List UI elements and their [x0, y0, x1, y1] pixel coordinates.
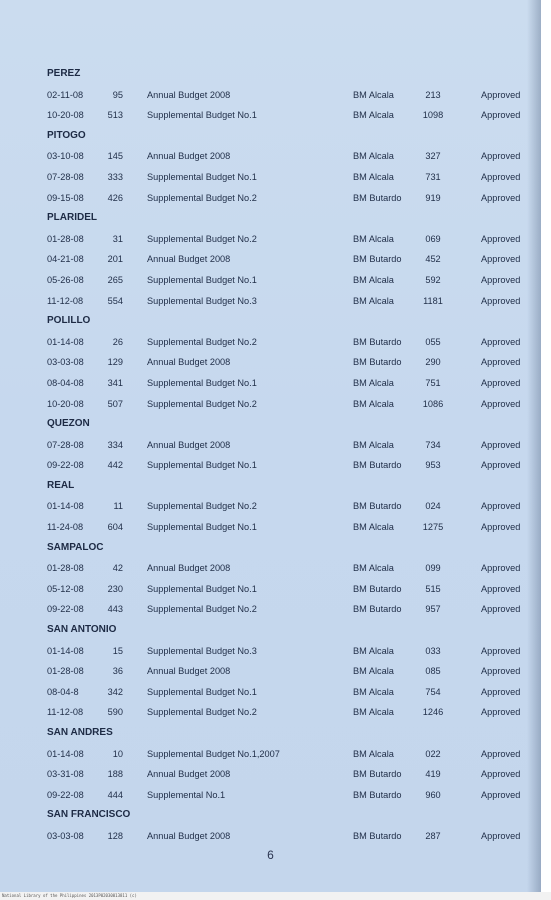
- table-row: [0, 85, 541, 106]
- resolution-list: [0, 64, 541, 847]
- row-code: 327: [425, 151, 441, 162]
- row-status: Approved: [481, 686, 521, 697]
- table-row: [0, 146, 541, 167]
- row-status: Approved: [481, 439, 521, 450]
- table-row: [0, 579, 541, 600]
- row-number: 26: [112, 336, 123, 347]
- row-code: 1246: [422, 707, 444, 718]
- row-date: 08-04-08: [47, 377, 84, 388]
- row-number: 145: [107, 151, 123, 162]
- table-row: [0, 764, 541, 785]
- row-board-member: BM Alcala: [353, 110, 394, 121]
- row-number: 15: [112, 645, 123, 656]
- row-status: Approved: [481, 707, 521, 718]
- table-row: [0, 599, 541, 620]
- row-description: Annual Budget 2008: [147, 151, 231, 162]
- row-description: Annual Budget 2008: [147, 769, 231, 780]
- row-board-member: BM Alcala: [353, 274, 394, 285]
- row-number: 188: [107, 769, 123, 780]
- row-code: 1181: [423, 295, 443, 306]
- row-board-member: BM Alcala: [353, 563, 394, 574]
- row-description: Annual Budget 2008: [147, 563, 231, 574]
- municipality-heading: QUEZON: [47, 418, 90, 430]
- table-row: [0, 744, 541, 765]
- row-code: 1098: [422, 110, 444, 121]
- row-code: 960: [425, 789, 441, 800]
- row-code: 290: [425, 357, 441, 368]
- table-row: [0, 105, 541, 126]
- row-number: 507: [107, 398, 123, 409]
- row-date: 10-20-08: [47, 110, 84, 121]
- row-status: Approved: [481, 171, 521, 182]
- row-status: Approved: [481, 336, 521, 347]
- row-status: Approved: [481, 398, 521, 409]
- municipality-heading: SAMPALOC: [47, 541, 104, 553]
- row-description: Supplemental Budget No.2: [147, 398, 257, 409]
- row-date: 01-14-08: [47, 336, 84, 347]
- row-board-member: BM Alcala: [353, 748, 394, 759]
- row-description: Supplemental Budget No.1: [147, 522, 257, 533]
- row-code: 592: [425, 274, 441, 285]
- municipality-heading: SAN ANTONIO: [47, 624, 117, 636]
- row-status: Approved: [481, 769, 521, 780]
- row-number: 11: [113, 501, 123, 512]
- row-description: Annual Budget 2008: [147, 666, 231, 677]
- row-code: 419: [425, 769, 441, 780]
- row-status: Approved: [481, 789, 521, 800]
- row-board-member: BM Butardo: [353, 192, 402, 203]
- row-code: 1086: [422, 398, 444, 409]
- row-status: Approved: [481, 522, 521, 533]
- row-number: 230: [107, 583, 123, 594]
- row-board-member: BM Alcala: [353, 89, 394, 100]
- row-number: 201: [107, 254, 123, 265]
- row-board-member: BM Alcala: [353, 151, 394, 162]
- row-date: 01-28-08: [47, 666, 84, 677]
- row-date: 11-12-08: [47, 295, 84, 306]
- row-board-member: BM Butardo: [353, 460, 402, 471]
- table-row: [0, 249, 541, 270]
- row-number: 342: [107, 686, 123, 697]
- row-status: Approved: [481, 192, 521, 203]
- row-board-member: BM Butardo: [353, 336, 402, 347]
- row-description: Annual Budget 2008: [147, 439, 231, 450]
- row-description: Supplemental Budget No.2: [147, 604, 257, 615]
- row-number: 334: [107, 439, 123, 450]
- table-row: [0, 352, 541, 373]
- row-description: Supplemental Budget No.1,2007: [147, 748, 280, 759]
- row-description: Supplemental Budget No.1: [147, 171, 257, 182]
- municipality-heading: PEREZ: [47, 68, 81, 79]
- row-description: Supplemental Budget No.3: [147, 295, 257, 306]
- row-status: Approved: [481, 151, 521, 162]
- row-code: 069: [425, 233, 441, 244]
- row-board-member: BM Alcala: [353, 686, 394, 697]
- table-row: [0, 270, 541, 291]
- row-board-member: BM Alcala: [353, 522, 394, 533]
- row-description: Annual Budget 2008: [147, 830, 231, 841]
- row-code: 452: [425, 254, 441, 265]
- table-row: [0, 455, 541, 476]
- municipality-heading: POLILLO: [47, 315, 91, 327]
- row-board-member: BM Alcala: [353, 171, 394, 182]
- row-description: Supplemental Budget No.2: [147, 501, 257, 512]
- row-code: 754: [425, 686, 441, 697]
- row-code: 919: [425, 192, 441, 203]
- table-row: [0, 167, 541, 188]
- row-date: 09-22-08: [47, 789, 84, 800]
- row-status: Approved: [481, 645, 521, 656]
- table-row: [0, 291, 541, 312]
- row-number: 426: [107, 192, 123, 203]
- row-number: 444: [107, 789, 123, 800]
- row-status: Approved: [481, 501, 521, 512]
- table-row: [0, 435, 541, 456]
- table-row: [0, 785, 541, 806]
- row-date: 07-28-08: [47, 171, 84, 182]
- page-edge-shadow: [527, 0, 541, 892]
- row-number: 128: [107, 830, 123, 841]
- table-row: [0, 373, 541, 394]
- row-number: 42: [112, 563, 123, 574]
- row-status: Approved: [481, 830, 521, 841]
- row-code: 1275: [422, 522, 444, 533]
- row-board-member: BM Butardo: [353, 357, 402, 368]
- row-description: Supplemental No.1: [147, 789, 226, 800]
- row-board-member: BM Alcala: [353, 233, 394, 244]
- row-number: 129: [107, 357, 123, 368]
- row-date: 09-15-08: [47, 192, 84, 203]
- row-number: 10: [112, 748, 123, 759]
- row-description: Annual Budget 2008: [147, 357, 231, 368]
- row-date: 11-24-08: [47, 522, 84, 533]
- row-date: 01-14-08: [47, 645, 84, 656]
- row-number: 265: [107, 274, 123, 285]
- row-date: 04-21-08: [47, 254, 84, 265]
- row-description: Supplemental Budget No.1: [147, 583, 257, 594]
- row-status: Approved: [481, 377, 521, 388]
- row-description: Annual Budget 2008: [147, 254, 231, 265]
- row-board-member: BM Alcala: [353, 645, 394, 656]
- row-date: 03-03-08: [47, 830, 84, 841]
- table-row: [0, 394, 541, 415]
- row-description: Supplemental Budget No.1: [147, 110, 257, 121]
- row-description: Supplemental Budget No.2: [147, 192, 257, 203]
- table-row: [0, 682, 541, 703]
- row-status: Approved: [481, 295, 521, 306]
- row-description: Supplemental Budget No.1: [147, 377, 257, 388]
- row-board-member: BM Alcala: [353, 377, 394, 388]
- table-row: [0, 661, 541, 682]
- table-row: [0, 641, 541, 662]
- row-code: 751: [425, 377, 441, 388]
- row-description: Supplemental Budget No.1: [147, 460, 257, 471]
- row-description: Supplemental Budget No.2: [147, 233, 257, 244]
- row-board-member: BM Butardo: [353, 769, 402, 780]
- row-status: Approved: [481, 604, 521, 615]
- row-number: 442: [107, 460, 123, 471]
- row-status: Approved: [481, 254, 521, 265]
- row-description: Supplemental Budget No.1: [147, 686, 257, 697]
- row-number: 333: [107, 171, 123, 182]
- row-code: 515: [425, 583, 441, 594]
- row-number: 31: [112, 233, 123, 244]
- row-date: 01-28-08: [47, 233, 84, 244]
- row-code: 957: [425, 604, 441, 615]
- row-status: Approved: [481, 233, 521, 244]
- row-date: 02-11-08: [47, 89, 84, 100]
- row-description: Annual Budget 2008: [147, 89, 231, 100]
- row-date: 09-22-08: [47, 460, 84, 471]
- row-board-member: BM Alcala: [353, 398, 394, 409]
- row-board-member: BM Butardo: [353, 789, 402, 800]
- row-date: 03-10-08: [47, 151, 84, 162]
- row-date: 09-22-08: [47, 604, 84, 615]
- row-number: 513: [107, 110, 123, 121]
- row-code: 731: [425, 171, 441, 182]
- row-board-member: BM Butardo: [353, 604, 402, 615]
- row-board-member: BM Alcala: [353, 295, 394, 306]
- municipality-heading: SAN FRANCISCO: [47, 809, 131, 821]
- municipality-heading: PLARIDEL: [47, 212, 97, 224]
- row-date: 01-14-08: [47, 748, 84, 759]
- row-status: Approved: [481, 666, 521, 677]
- row-date: 08-04-8: [47, 686, 79, 697]
- row-number: 95: [112, 89, 123, 100]
- scan-footer: National Library of the Philippines 2013P02030013811 (c): [0, 892, 551, 900]
- municipality-heading: PITOGO: [47, 129, 86, 141]
- row-date: 05-26-08: [47, 274, 84, 285]
- row-code: 734: [425, 439, 441, 450]
- row-code: 099: [425, 563, 441, 574]
- row-status: Approved: [481, 460, 521, 471]
- table-row: [0, 332, 541, 353]
- table-row: [0, 558, 541, 579]
- row-code: 953: [425, 460, 441, 471]
- table-row: [0, 229, 541, 250]
- row-code: 055: [425, 336, 441, 347]
- row-date: 05-12-08: [47, 583, 84, 594]
- table-row: [0, 496, 541, 517]
- row-status: Approved: [481, 274, 521, 285]
- row-board-member: BM Butardo: [353, 583, 402, 594]
- row-code: 287: [425, 830, 441, 841]
- row-description: Supplemental Budget No.3: [147, 645, 257, 656]
- row-number: 604: [107, 522, 123, 533]
- table-row: [0, 517, 541, 538]
- row-description: Supplemental Budget No.2: [147, 707, 257, 718]
- row-number: 590: [107, 707, 123, 718]
- municipality-heading: SAN ANDRES: [47, 727, 113, 738]
- table-row: [0, 702, 541, 723]
- row-code: 213: [425, 89, 441, 100]
- row-date: 01-14-08: [47, 501, 84, 512]
- row-board-member: BM Alcala: [353, 439, 394, 450]
- row-status: Approved: [481, 89, 521, 100]
- row-status: Approved: [481, 748, 521, 759]
- table-row: [0, 188, 541, 209]
- row-number: 443: [107, 604, 123, 615]
- row-date: 03-31-08: [47, 769, 84, 780]
- row-code: 033: [425, 645, 441, 656]
- row-board-member: BM Butardo: [353, 254, 402, 265]
- row-description: Supplemental Budget No.1: [147, 274, 257, 285]
- row-number: 36: [112, 666, 123, 677]
- row-date: 03-03-08: [47, 357, 84, 368]
- row-number: 341: [107, 377, 123, 388]
- row-board-member: BM Alcala: [353, 707, 394, 718]
- row-status: Approved: [481, 563, 521, 574]
- row-status: Approved: [481, 110, 521, 121]
- page-number: 6: [267, 848, 274, 862]
- row-code: 024: [425, 501, 441, 512]
- row-code: 022: [425, 748, 441, 759]
- table-row: [0, 826, 541, 847]
- row-status: Approved: [481, 357, 521, 368]
- row-board-member: BM Butardo: [353, 501, 402, 512]
- row-description: Supplemental Budget No.2: [147, 336, 257, 347]
- municipality-heading: REAL: [47, 479, 75, 491]
- row-date: 10-20-08: [47, 398, 84, 409]
- row-board-member: BM Alcala: [353, 666, 394, 677]
- row-code: 085: [425, 666, 441, 677]
- row-date: 07-28-08: [47, 439, 84, 450]
- row-status: Approved: [481, 583, 521, 594]
- row-date: 01-28-08: [47, 563, 84, 574]
- row-date: 11-12-08: [47, 707, 84, 718]
- row-number: 554: [107, 295, 123, 306]
- row-board-member: BM Butardo: [353, 830, 402, 841]
